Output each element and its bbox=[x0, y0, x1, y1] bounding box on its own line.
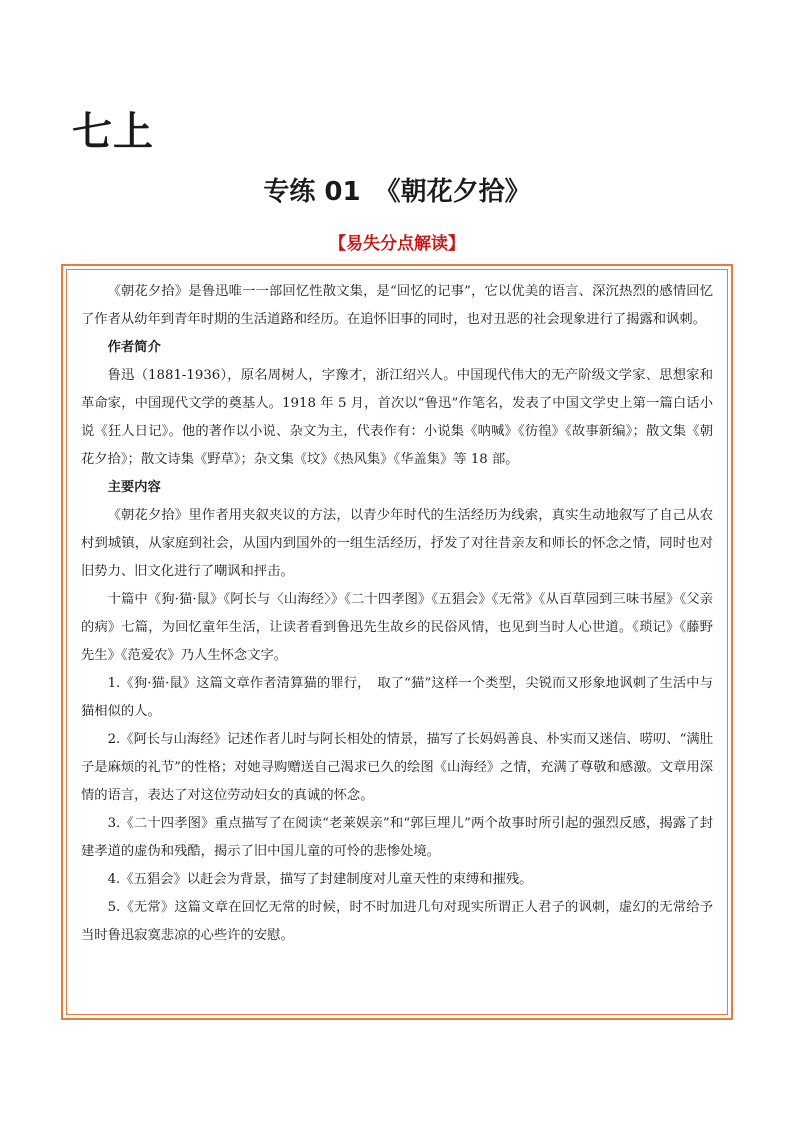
list-item: 5.《无常》这篇文章在回忆无常的时候，时不时加进几句对现实所谓正人君子的讽刺，虚幻的无常给予当时鲁迅寂寞悲凉的心些许的安慰。 bbox=[81, 900, 713, 943]
list-item: 3.《二十四孝图》重点描写了在阅读“老莱娱亲”和“郭巨埋儿”两个故事时所引起的强烈反感，揭露了封建孝道的虚伪和残酷，揭示了旧中国儿童的可怜的悲惨处境。 bbox=[81, 816, 713, 859]
section-subtitle: 【易失分点解读】 bbox=[329, 234, 465, 254]
author-heading: 作者简介 bbox=[107, 340, 161, 355]
chapters-paragraph: 十篇中《狗·猫·鼠》《阿长与〈山海经〉》《二十四孝图》《五猖会》《无常》《从百草园到三味书屋》《父亲的病》七篇，为回忆童年生活，让读者看到鲁迅先生故乡的民俗风情，也见到当时人心世道。《琐记》《藤野先生》《范爱农》乃人生怀念文字。 bbox=[81, 592, 713, 663]
exercise-label: 专练 01 bbox=[263, 177, 361, 207]
content-box-inner bbox=[66, 269, 728, 1015]
content-heading: 主要内容 bbox=[107, 480, 161, 495]
intro-paragraph: 《朝花夕拾》是鲁迅唯一一部回忆性散文集，是“回忆的记事”，它以优美的语言、深沉热烈的感情回忆了作者从幼年到青年时期的生活道路和经历。在追怀旧事的同时，也对丑恶的社会现象进行了揭露和讽刺。 bbox=[81, 284, 713, 327]
page-title bbox=[0, 172, 794, 212]
list-item: 2.《阿长与山海经》记述作者儿时与阿长相处的情景，描写了长妈妈善良、朴实而又迷信、唠叨、“满肚子是麻烦的礼节”的性格；对她寻购赠送自己渴求已久的绘图《山海经》之情，充满了尊敬和感激。文章用深情的语言，表达了对这位劳动妇女的真诚的怀念。 bbox=[81, 732, 713, 803]
grade-heading: 七上 bbox=[72, 109, 154, 155]
book-title: 《朝花夕拾》 bbox=[374, 177, 531, 207]
list-item: 1.《狗·猫·鼠》这篇文章作者清算猫的罪行， 取了“猫”这样一个类型，尖锐而又形象地讽刺了生活中与猫相似的人。 bbox=[81, 676, 713, 719]
list-item: 4.《五猖会》以赶会为背景，描写了封建制度对儿童天性的束缚和摧残。 bbox=[107, 872, 533, 887]
content-box bbox=[61, 264, 733, 1020]
author-paragraph: 鲁迅（1881-1936），原名周树人，字豫才，浙江绍兴人。中国现代伟大的无产阶级文学家、思想家和革命家，中国现代文学的奠基人。1918 年 5 月，首次以“鲁迅”作笔名，发表了中国文学史上第一篇白话小说《狂人日记》。他的著作以小说、杂文为主，代表作有：小说集《呐喊》《彷徨》《故事新编》；散文集《朝花夕拾》；散文诗集《野草》；杂文集《坟》《热风集》《华盖集》等 18 部。 bbox=[81, 368, 713, 467]
content-paragraph: 《朝花夕拾》里作者用夹叙夹议的方法，以青少年时代的生活经历为线索，真实生动地叙写了自己从农村到城镇，从家庭到社会，从国内到国外的一组生活经历，抒发了对往昔亲友和师长的怀念之情，同时也对旧势力、旧文化进行了嘲讽和抨击。 bbox=[81, 508, 713, 579]
